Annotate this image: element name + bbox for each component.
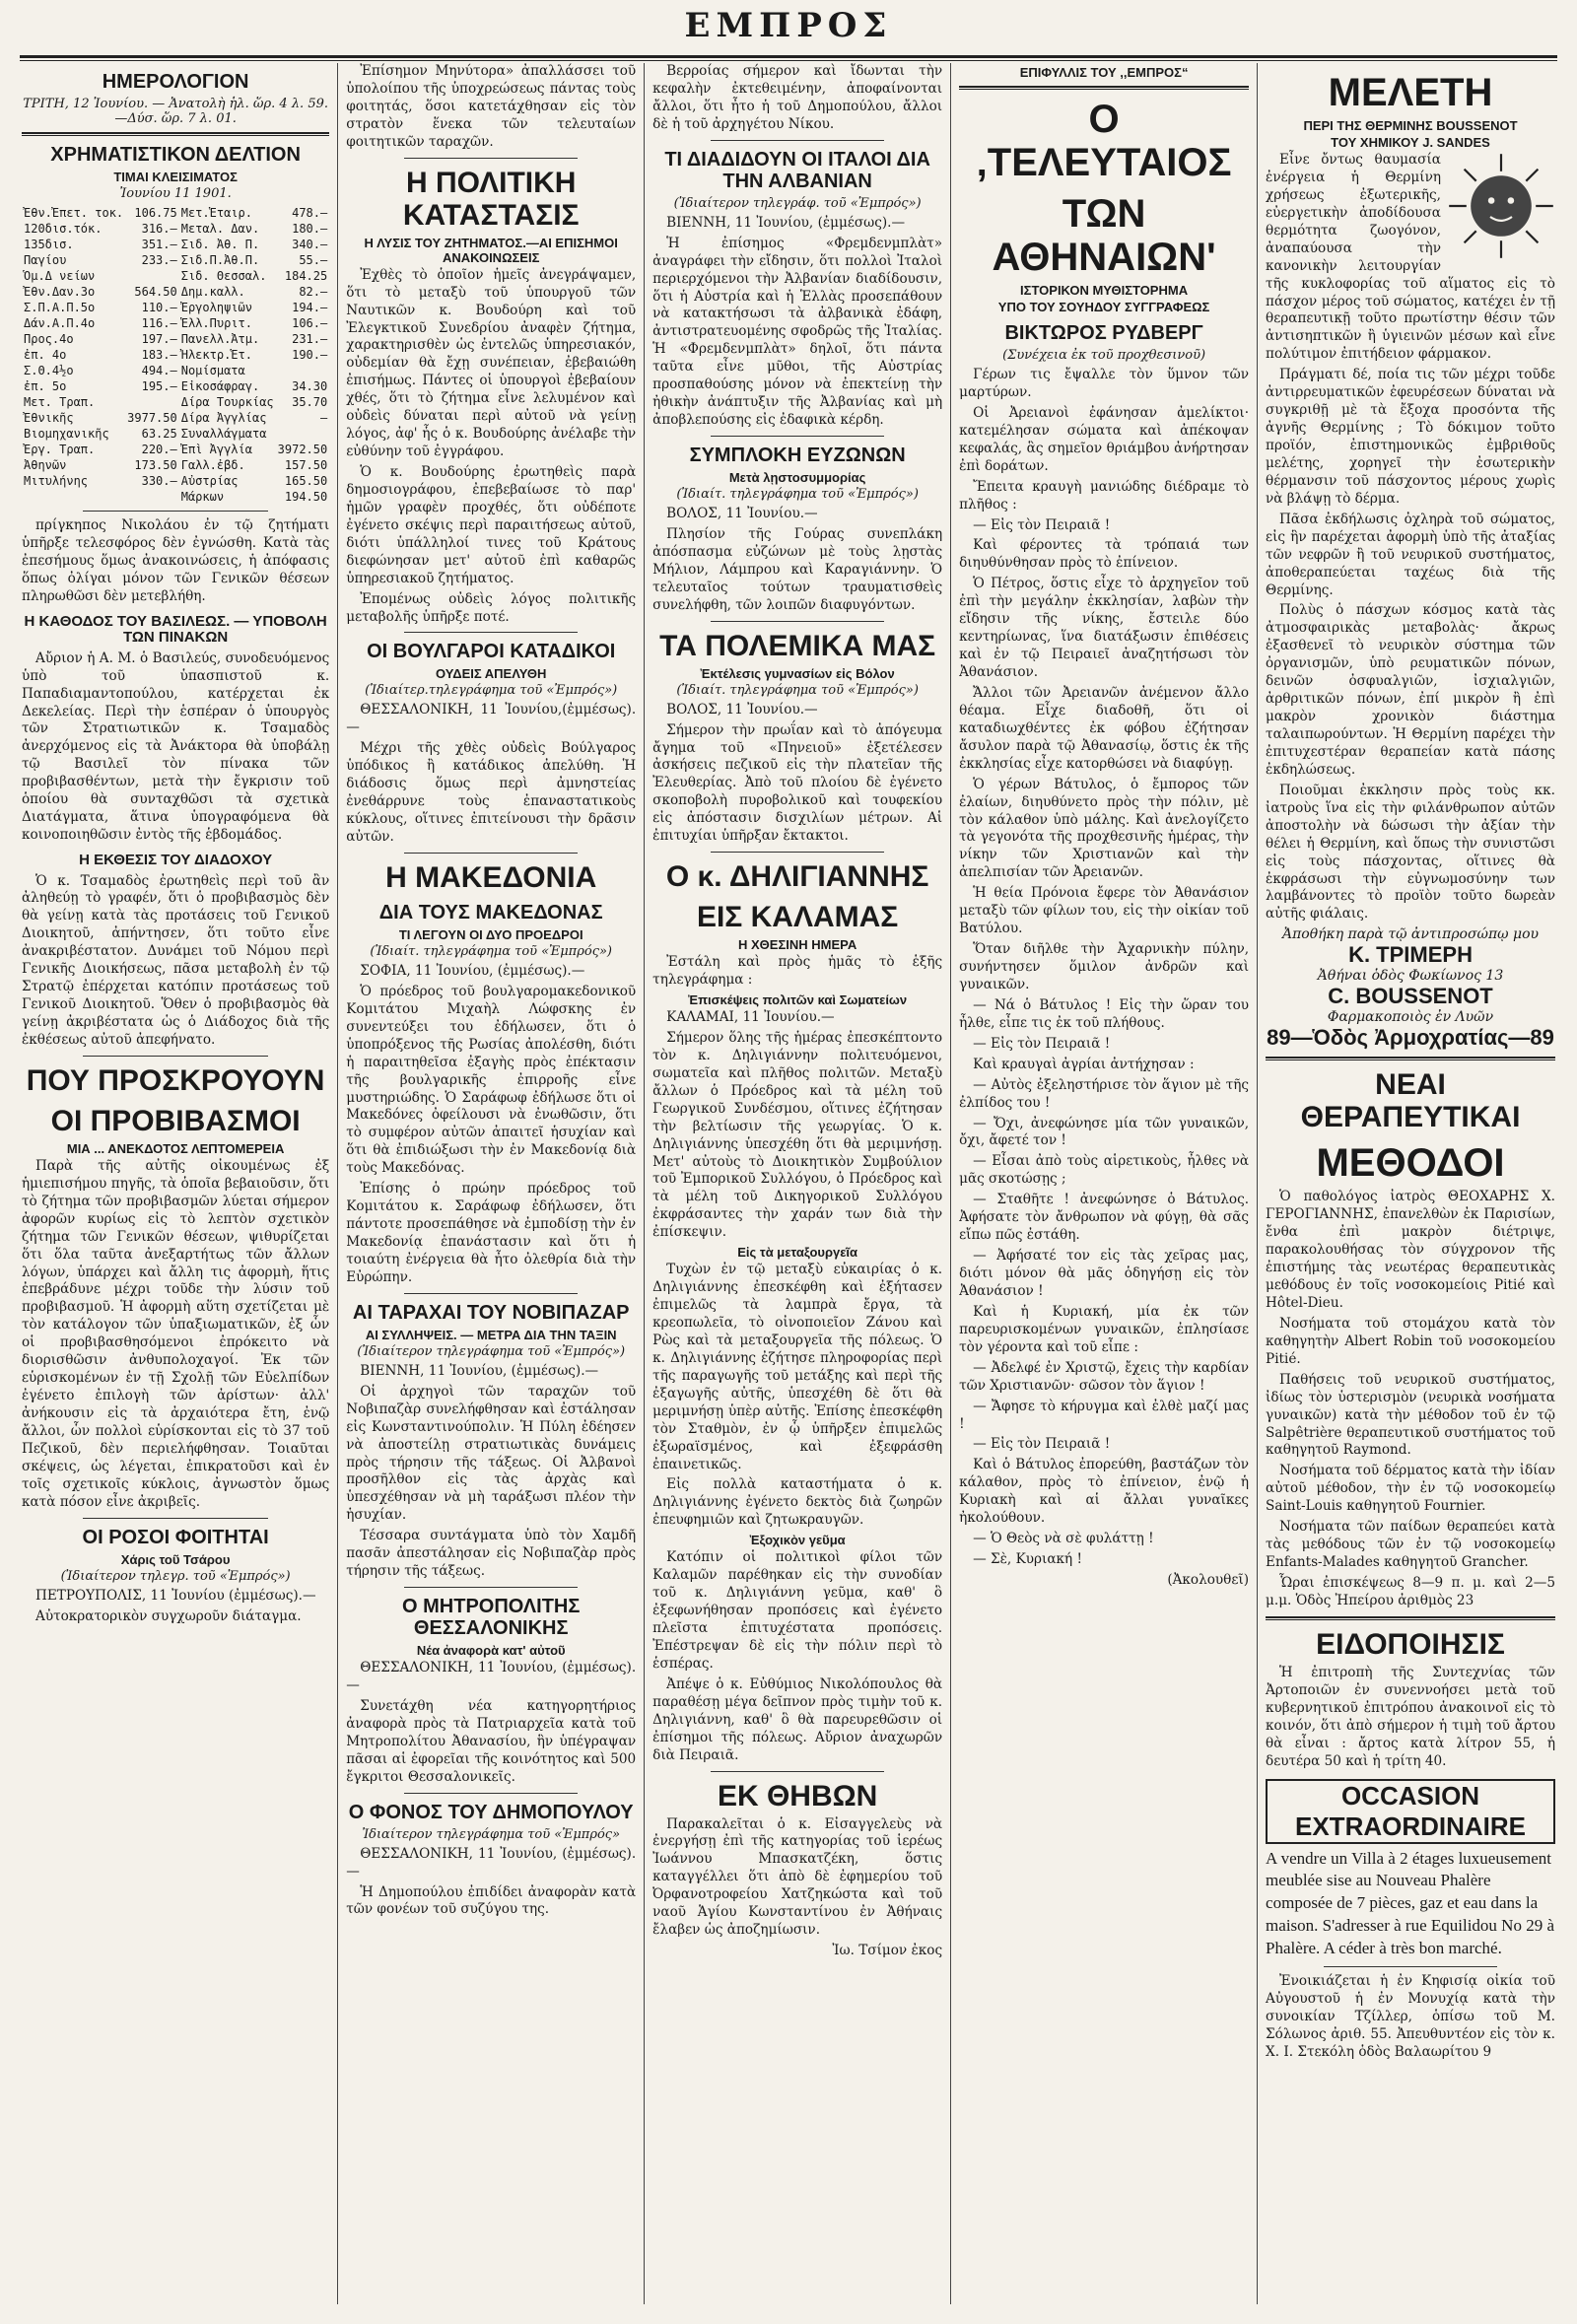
article-heading: ΣΥΜΠΛΟΚΗ ΕΥΖΩΝΩΝ [689, 444, 906, 466]
table-cell: Προς.4ο [24, 332, 74, 346]
market-table [22, 205, 329, 505]
table-cell: 82.— [299, 285, 328, 299]
column-3 [645, 63, 951, 2304]
table-cell: 478.— [292, 206, 328, 220]
table-cell: 564.50 [134, 285, 177, 299]
article-subheading: ΠΕΡΙ ΤΗΣ ΘΕΡΜΙΝΗΣ BOUSSENOT [1303, 118, 1518, 133]
article-text: Ὁ πρόεδρος τοῦ βουλγαρομακεδονικοῦ Κομιτάτου Μιχαὴλ Λώφσκης ἐν συνεντεύξει του ἐδήλωσεν, ὅτι ὁ ὑποπρόξενος τῆς Ρωσίας ἀπολέσθη, διότι ἡ παραιτηθεῖσα ἐξαγὴς πρὸς ἐπέκτασιν τῆς βουλγαρικῆς ἐπιρροῆς εἶνε μυστηριώδης. Ὁ Σαράφωφ ἐδήλωσε ὅτι οἱ Μακεδόνες ὀφείλουσι νὰ ἐνωθῶσιν, ὅτι τὸ συμφέρον αὐτῶν ἀπαιτεῖ ἡσυχίαν καὶ ὅτι θὰ ἐπιδιώξωσι τὴν ἐν Μακεδονίᾳ διὰ τοὺς Μακεδόνας. [346, 983, 637, 1177]
table-row [22, 457, 329, 473]
article-subheading: Η ΛΥΣΙΣ ΤΟΥ ΖΗΤΗΜΑΤΟΣ.—ΑΙ ΕΠΙΣΗΜΟΙ ΑΝΑΚΟΙΝΩΣΕΙΣ [364, 235, 618, 265]
table-cell: Εἰκοσάφραγ. [180, 379, 260, 393]
article-subheading: ΤΟΥ ΧΗΜΙΚΟΥ J. SANDES [1331, 135, 1490, 150]
divider [404, 632, 578, 633]
table-cell: Μάρκων [180, 490, 225, 504]
article-text: Πᾶσα ἐκδήλωσις ὀχληρὰ τοῦ σώματος, εἰς ἣν παρέχεται ἀφορμὴ ὑπὸ τῆς ἀταξίας τῶν νεφρῶν ἢ τοῦ νευρικοῦ συστήματος, ἀποθεραπεύεται ταχέως διὰ τῆς Θερμίνης. [1266, 511, 1555, 598]
table-row [22, 363, 329, 378]
feuilleton-paragraph: Καὶ φέροντες τὰ τρόπαιά των διηυθύνθησαν πρὸς τὸ ἐπίνειον. [959, 537, 1250, 572]
table-cell: ἐπ. 5ο [24, 379, 67, 393]
table-cell: Ἐθν.Ἐπετ. τοκ. [24, 206, 124, 220]
feuilleton-paragraph: Γέρων τις ἔψαλλε τὸν ὕμνον τῶν μαρτύρων. [959, 367, 1250, 400]
divider [711, 140, 884, 141]
article-text: Σήμερον ὅλης τῆς ἡμέρας ἐπεσκέπτοντο τὸν κ. Δηλιγιάννην πολιτευόμενοι, σωματεῖα καὶ πλῆθος πολιτῶν. Μεταξὺ ἄλλων ὁ Πρόεδρος καὶ τὰ μέλη τοῦ Γεωργικοῦ Συνδέσμου, οἵτινες ἐζήτησαν τὴν βελτίωσιν τῆς γεωργίας. Ὁ κ. Δηλιγιάννης ὑπεσχέθη ὅτι θὰ μεριμνήσῃ. Μετ' αὐτοὺς τὸ Διοικητικὸν Συμβούλιον τοῦ Ἐμπορικοῦ Συλλόγου, ὁ Πρόεδρος καὶ τὰ μέλη τοῦ Δικηγορικοῦ Συλλόγου ἐκφράσαντες τὴν χαράν των διὰ τὴν ἐπίσκεψιν. [652, 1029, 943, 1241]
table-cell: 3977.50 [127, 411, 177, 425]
dateline: ΘΕΣΣΑΛΟΝΙΚΗ, 11 Ἰουνίου, (ἐμμέσως).— [346, 1660, 637, 1693]
article-subheading: ΥΠΟ ΤΟΥ ΣΟΥΗΔΟΥ ΣΥΓΓΡΑΦΕΩΣ [997, 300, 1210, 314]
dateline: ΠΕΤΡΟΥΠΟΛΙΣ, 11 Ἰουνίου (ἐμμέσως).— [35, 1587, 316, 1604]
bulletin-date: Ἰουνίου 11 1901. [119, 186, 232, 201]
newspaper-title: ΕΜΠΡΟΣ [684, 6, 893, 45]
article-text: Τέσσαρα συντάγματα ὑπὸ τὸν Χαμδῆ πασᾶν ἀπεστάλησαν εἰς Νοβιπαζὰρ πρὸς τήρησιν τῆς τάξεως. [346, 1528, 637, 1580]
feuilleton-paragraph: — Ἀδελφέ ἐν Χριστῷ, ἔχεις τὴν καρδίαν τῶν Χριστιανῶν· σῶσον τὸν ἅγιον ! [959, 1359, 1250, 1394]
feuilleton-paragraph: Ἡ θεία Πρόνοια ἔφερε τὸν Ἀθανάσιον μεταξὺ τῶν φίλων του, εἰς τὴν οἰκίαν τοῦ Βατύλου. [959, 885, 1250, 937]
article-heading: Η ΚΑΘΟΔΟΣ ΤΟΥ ΒΑΣΙΛΕΩΣ. — ΥΠΟΒΟΛΗ ΤΩΝ ΠΙΝΑΚΩΝ [24, 612, 327, 647]
divider [404, 1587, 578, 1588]
article-heading: ΟΙ ΠΡΟΒΙΒΑΣΜΟΙ [50, 1104, 301, 1137]
table-cell: Συναλλάγματα [180, 427, 267, 441]
table-cell: 194.— [292, 301, 328, 314]
table-row [22, 378, 329, 394]
table-cell: Δίρα Τουρκίας [180, 395, 274, 409]
feuilleton-paragraph: Ὁ γέρων Βάτυλος, ὁ ἔμπορος τῶν ἐλαίων, διηυθύνετο πρὸς τὴν πόλιν, μὲ τὸν κάλαθον ὑπὸ μάλης. Καὶ ἀνελογίζετο τὰ γεγονότα τῆς προχθεσινῆς ἡμέρας, τὴν νίκην τῶν Χριστιανῶν καὶ τὴν ἀπελπισίαν τῶν Ἀρειανῶν. [959, 776, 1250, 881]
table-row [22, 252, 329, 268]
article-text: Τυχὼν ἐν τῷ μεταξὺ εὐκαιρίας ὁ κ. Δηλιγιάννης ἐπεσκέφθη καὶ ἐξήτασεν ἐπιμελῶς τὰ λαμπρὰ ἔργα, τὰ κρεοπωλεῖα, τὸ οἰνοποιεῖον Ζάνου καὶ Ρὼς καὶ τὰ μεταξουργεῖα τῆς πόλεως. Ὁ κ. Δηλιγιάννης ἐζήτησε πληροφορίας περὶ τῆς παραγωγῆς τοῦ μετάξης καὶ περὶ τῆς ἐξαγωγῆς αὐτῆς, ὑπεσχέθη δὲ ὅτι θὰ μεριμνήσῃ ὑπὲρ αὐτῆς. Ἐπίσης ἐπεσκέφθη τὸν Σταθμὸν, ἐν ᾧ ὑπῆρξεν ἐπιμελῶς ἐξωραϊσμένος, καὶ ἐξεφράσθη ἐπαινετικῶς. [652, 1262, 943, 1472]
article-text: Ἐστάλη καὶ πρὸς ἡμᾶς τὸ ἑξῆς τηλεγράφημα : [652, 954, 943, 989]
feuilleton-paragraph: Καὶ ἡ Κυριακή, μία ἐκ τῶν παρευρισκομένων γυναικῶν, ἐπλησίασε τὸν γέροντα καὶ τοῦ εἶπε : [959, 1303, 1250, 1355]
table-row [22, 268, 329, 284]
table-cell: Μεταλ. Δαν. [180, 222, 260, 236]
article-heading: Η ΜΑΚΕΔΟΝΙΑ [385, 860, 597, 894]
article-heading: Η ΠΟΛΙΤΙΚΗ ΚΑΤΑΣΤΑΣΙΣ [402, 166, 580, 232]
table-cell: Μετ.Ἑταιρ. [180, 206, 252, 220]
article-text: Παρὰ τῆς αὐτῆς οἰκουμένως ἐξ ἡμιεπισήμου πηγῆς, τὰ ὁποῖα βεβαιοῦσιν, ὅτι τὸ ζήτημα τῶν προβιβασμῶν λύεται σήμερον ἀφορῶν κυρίως εἰς τὸ λεπτὸν σχετικὸν ζήτημα τῶν Γενικῶν θέσεων, ψιθυρίζεται ὅτι ὅλα ταῦτα ἀνεξαρτήτως τῶν ἄλλων λόγων, ὑπάρχει καὶ ἄλλη τις ἀφορμὴ, ἥτις ἐπεβράδυνε μέχρι τοῦδε τὴν λύσιν τοῦ προβιβασμοῦ. Ἡ ἀφορμὴ αὕτη σχετίζεται μὲ τὸν κατάλογον τῶν ὑπαξιωματικῶν, ἐξ ὧν οἱ προβιβασθησόμενοι ἐπρόκειτο νὰ διορισθῶσιν ἀνθυπολοχαγοί. Ἐκ τῶν εὑρισκομένων ἐν τῇ Σχολῇ τῶν Εὐελπίδων ἐγένετο ἐπιλογὴ τῶν ἀρίστων· ἀλλ' ἀνήκουσιν εἰς τὰ ἀρχαιότερα ἔτη, ἐνῷ ἄλλοι, ὧν πολλοὶ εὑρίσκονται εἰς τὸ 37 τοῦ Πεζικοῦ, δὲν περιελήφθησαν. Τοιαῦται σκέψεις, ὡς λέγεται, ἐπικρατοῦσι καὶ ἐν τοῖς σχετικοῖς κύκλοις, ἀγνωστὸν ὅμως κατὰ πόσον εἶνε ἀκριβεῖς. [22, 1157, 330, 1510]
divider [711, 852, 884, 853]
table-cell [125, 268, 179, 284]
article-text: Μέχρι τῆς χθὲς οὐδεὶς Βούλγαρος ὑπόδικος ἢ κατάδικος ἀπελύθη. Ἡ διάδοσις ὅμως περὶ ἀμνηστείας ἐνεθάρρυνε τοὺς ἐπαναστατικοὺς κύκλους, οἵτινες ἐπιτείνουσι τὴν δρᾶσιν αὐτῶν. [346, 740, 637, 845]
article-heading: ΤΩΝ ΑΘΗΝΑΙΩΝ' [992, 192, 1216, 279]
table-row [22, 410, 329, 426]
article-text: Νοσήματα τοῦ δέρματος κατὰ τὴν ἰδίαν αὐτοῦ μέθοδον, τὴν ἐν τῷ νοσοκομείῳ Saint-Louis καθηγητοῦ Fournier. [1266, 1463, 1555, 1515]
article-subheading: Η ΧΘΕΣΙΝΗ ΗΜΕΡΑ [738, 937, 857, 953]
feuilleton-paragraph: Ὅταν διῆλθε τὴν Ἀχαρνικὴν πύλην, συνήντησεν ὅμιλον ἀνδρῶν καὶ γυναικῶν. [959, 941, 1250, 992]
article-text: Ὁ παθολόγος ἰατρὸς ΘΕΟΧΑΡΗΣ Χ. ΓΕΡΟΓΙΑΝΝΗΣ, ἐπανελθὼν ἐκ Παρισίων, ἔνθα ἐπὶ μακρὸν διέτριψε, παρακολουθήσας τὸν σύγχρονον τῆς ἐπιστήμης τὰς νεωτέρας θεραπευτικὰς μεθόδους ἐν τοῖς νοσοκομείοις Pitié καὶ Hôtel-Dieu. [1266, 1189, 1555, 1311]
article-text: Παρακαλεῖται ὁ κ. Εἰσαγγελεὺς νὰ ἐνεργήσῃ ἐπὶ τῆς κατηγορίας τοῦ ἱερέως Ἰωάννου Μπασκατζέκη, ὅστις καταγγέλλει ὅτι ἀπὸ δὲ ἐφημερίου τοῦ Ὀρφανοτροφείου Χατζηκώστα καὶ τοῦ ναοῦ Ἁγίου Κωνσταντίνου ἐν Ἀθήναις ἔλαβεν ὡς ἀποζημίωσιν. [652, 1815, 943, 1939]
article-text: Εἰς πολλὰ καταστήματα ὁ κ. Δηλιγιάννης ἐγένετο δεκτὸς διὰ ζωηρῶν ἐπευφημιῶν καὶ ζητωκραυγῶν. [652, 1476, 943, 1529]
ad-address: Ἀθήναι ὁδὸς Φωκίωνος 13 [1317, 968, 1504, 985]
article-heading: ΜΕΛΕΤΗ [1328, 71, 1493, 114]
telegram-tag: (Ἰδιαίτερον τηλεγράφημα τοῦ «Ἐμπρός») [357, 1343, 626, 1359]
masthead-rule [20, 55, 1557, 61]
table-cell: 220.— [141, 443, 177, 456]
divider [959, 86, 1249, 90]
table-cell: Σιδ. Θεσσαλ. [180, 269, 267, 283]
article-heading: Ο κ. ΔΗΛΙΓΙΑΝΝΗΣ [665, 860, 929, 894]
table-cell: 3972.50 [277, 443, 328, 456]
table-cell [22, 489, 125, 505]
table-cell: Ἐργοληψιῶν [180, 301, 252, 314]
table-cell: 195.— [141, 379, 177, 393]
column-5 [1258, 63, 1563, 2304]
table-cell: Παγίου [24, 253, 67, 267]
table-cell: 351.— [141, 238, 177, 251]
ad-address: Ἀποθήκη παρὰ τῷ ἀντιπροσώπῳ μου [1281, 926, 1540, 943]
table-cell: 35.70 [292, 395, 328, 409]
bulletin-subheading: ΤΙΜΑΙ ΚΛΕΙΣΙΜΑΤΟΣ [113, 170, 238, 184]
feuilleton-paragraph: — Ἄφησε τὸ κήρυγμα καὶ ἐλθὲ μαζί μας ! [959, 1398, 1250, 1432]
table-row [22, 237, 329, 252]
dateline: ΚΑΛΑΜΑΙ, 11 Ἰουνίου.— [666, 1009, 835, 1025]
article-heading: ΕΙΔΟΠΟΙΗΣΙΣ [1316, 1627, 1505, 1661]
table-cell: 116.— [141, 316, 177, 330]
table-row [22, 284, 329, 300]
feuilleton-paragraph: — Σταθῆτε ! ἀνεφώνησε ὁ Βάτυλος. Ἀφήσατε τὸν ἄνθρωπον νὰ φύγῃ, θὰ σᾶς εἴπω πῶς ἐστάθη. [959, 1192, 1250, 1244]
divider [404, 853, 578, 854]
article-subheading: ΜΙΑ ... ΑΝΕΚΔΟΤΟΣ ΛΕΠΤΟΜΕΡΕΙΑ [66, 1140, 285, 1156]
table-cell: 340.— [292, 238, 328, 251]
table-row [22, 315, 329, 331]
dateline: ΘΕΣΣΑΛΟΝΙΚΗ, 11 Ἰουνίου, (ἐμμέσως).— [346, 1845, 637, 1880]
feuilleton-paragraph: — Εἰς τὸν Πειραιᾶ ! [973, 1436, 1111, 1453]
table-cell: 106.75 [134, 206, 177, 220]
feuilleton-paragraph: Ὁ Πέτρος, ὅστις εἶχε τὸ ἀρχηγεῖον τοῦ ἐπὶ τὴν μεγάλην ἐκκλησίαν, λαβὼν τὴν εἴδησιν τῆς νίκης, ἔστειλε δύο κεντηρίωνας, ἵνα διατάξωσιν ἐπιθέσεις καὶ ἐν τῷ Πειραιεῖ ἀναζητήσωσι τὸν Ἀθανάσιον. [959, 576, 1250, 680]
table-cell: 165.50 [284, 474, 328, 488]
article-text: Ἡ Δημοπούλου ἐπιδίδει ἀναφορὰν κατὰ τῶν φονέων τοῦ συζύγου της. [346, 1883, 637, 1918]
article-text: Σήμερον τὴν πρωΐαν καὶ τὸ ἀπόγευμα ἄγημα τοῦ «Πηνειοῦ» ἐξετέλεσεν ἀσκήσεις πεζικοῦ εἰς τὴν πλατεῖαν τῆς Ἐλευθερίας. Ἀπὸ τοῦ πλοίου δὲ ἐγένετο σκοποβολὴ πυροβολικοῦ καὶ τουφεκίου εἰς ἀπόστασιν δισχιλίων μέτρων. Αἱ ἐπιτυχίαι ὑπῆρξαν ἔκτακτοι. [652, 721, 943, 845]
dateline: ΒΟΛΟΣ, 11 Ἰουνίου.— [666, 506, 818, 521]
feuilleton-paragraph: — Ὄχι, ἀνεφώνησε μία τῶν γυναικῶν, ὄχι, ἄφετέ τον ! [959, 1115, 1250, 1149]
column-2 [338, 63, 645, 2304]
divider [404, 1293, 578, 1294]
dateline: ΣΟΦΙΑ, 11 Ἰουνίου, (ἐμμέσως).— [360, 962, 585, 979]
table-cell: 330.— [141, 474, 177, 488]
author-name: ΒΙΚΤΩΡΟΣ ΡΥΔΒΕΡΓ [1004, 322, 1203, 344]
divider [711, 436, 884, 437]
table-row [22, 205, 329, 221]
article-heading: Ο ,ΤΕΛΕΥΤΑΙΟΣ [976, 98, 1232, 184]
divider [404, 158, 578, 159]
article-text: Νοσήματα τοῦ στομάχου κατὰ τὸν καθηγητὴν Albert Robin τοῦ νοσοκομείου Pitié. [1266, 1315, 1555, 1367]
article-text: Αὐτοκρατορικὸν συγχωροῦν διάταγμα. [35, 1607, 302, 1624]
dateline: ΒΙΕΝΝΗ, 11 Ἰουνίου, (ἐμμέσως).— [666, 214, 906, 231]
table-row [22, 489, 329, 505]
article-text: Συνετάχθη νέα κατηγορητήριος ἀναφορὰ πρὸς τὰ Πατριαρχεῖα κατὰ τοῦ Μητροπολίτου Ἀθανασίου, ἣν ὑπέγραψαν πᾶσαι αἱ ἐφορεῖαι τῆς κοινότητος καὶ 500 ἔγκριτοι Θεσσαλονικεῖς. [346, 1697, 637, 1785]
article-text: Ποιοῦμαι ἐκκλησιν πρὸς τοὺς κκ. ἰατροὺς ἵνα εἰς τὴν φιλάνθρωπον αὐτῶν ἀποστολὴν νὰ δώσωσι τὴν ἀξίαν τὴν θέλει ἡ Θερμίνη, καὶ ὅπως τὴν συνιστῶσι εἰς τοὺς πάσχοντας, οἵτινες θὰ ἐκφράσωσι τὴν εὐγνωμοσύνην των λαμβάνοντες τὸ προϊὸν τοῦτο δωρεὰν αὐτῆς φιάλαις. [1266, 782, 1555, 923]
table-cell: Πανελλ.Ἀτμ. [180, 332, 260, 346]
table-cell: 63.25 [141, 427, 177, 441]
article-text: Βερροίας σήμερον καὶ ἴδωνται τὴν κεφαλὴν ἐκτεθειμένην, ἀποφαίνονται ἄλλοι, ὅτι ἦτο ἡ τοῦ Δημοπούλου, ἄλλοι δὲ ἡ τοῦ ἀρχηγέτου Νίκου. [652, 63, 943, 132]
article-heading: Ο ΜΗΤΡΟΠΟΛΙΤΗΣ ΘΕΣΣΑΛΟΝΙΚΗΣ [402, 1596, 581, 1640]
table-cell: 106.— [292, 316, 328, 330]
continuation-note: (Συνέχεια ἐκ τοῦ προχθεσινοῦ) [1002, 348, 1206, 363]
article-heading: ΠΟΥ ΠΡΟΣΚΡΟΥΟΥΝ [26, 1063, 325, 1097]
ad-brand-subtitle: Φαρμακοποιὸς ἐν Λυῶν [1327, 1009, 1494, 1026]
telegram-tag: Ἰδιαίτερον τηλεγράφημα τοῦ «Ἐμπρός» [362, 1826, 621, 1842]
table-cell: 184.25 [284, 269, 328, 283]
divider [1324, 1966, 1497, 1967]
table-cell: Δημ.καλλ. [180, 285, 245, 299]
table-cell: — [320, 411, 328, 425]
article-subheading: ΟΥΔΕΙΣ ΑΠΕΛΥΘΗ [435, 666, 547, 682]
telegram-tag: (Ἰδιαίτερ.τηλεγράφημα τοῦ «Ἐμπρός») [365, 683, 618, 699]
article-subheading: Ἐπισκέψεις πολιτῶν καὶ Σωματείων [688, 992, 908, 1007]
table-cell: 316.— [141, 222, 177, 236]
feuilleton-paragraph: — Εἰς τὸν Πειραιᾶ ! [973, 1035, 1111, 1052]
feuilleton-paragraph: — Ἀφήσατέ τον εἰς τὰς χεῖρας μας, διότι μόνον θὰ μᾶς ὁδηγήσῃ εἰς τὸν Ἀθανάσιον ! [959, 1248, 1250, 1299]
table-cell: 190.— [292, 348, 328, 362]
table-cell: 120δισ.τόκ. [24, 222, 103, 236]
article-heading: ΔΙΑ ΤΟΥΣ ΜΑΚΕΔΟΝΑΣ [378, 901, 603, 923]
feuilleton-paragraph: — Ὁ Θεὸς νὰ σὲ φυλάττῃ ! [973, 1531, 1154, 1547]
article-subheading: Μετὰ λῃστοσυμμορίας [728, 470, 866, 485]
calendar-text: ΤΡΙΤΗ, 12 Ἰουνίου. — Ἀνατολὴ ἡλ. ὥρ. 4 λ. 59.—Δύσ. ὥρ. 7 λ. 01. [23, 97, 328, 126]
feuilleton-paragraph: Καὶ ὁ Βάτυλος ἐπορεύθη, βαστάζων τὸν κάλαθον, πρὸς τὸ ἐπίνειον, ἐνῷ ἡ Κυριακὴ καὶ αἱ ἄλλαι γυναῖκες ἠκολούθουν. [959, 1457, 1250, 1527]
table-cell: 55.— [299, 253, 328, 267]
feuilleton-paragraph: Ἄλλοι τῶν Ἀρειανῶν ἀνέμενον ἄλλο θέαμα. Εἶχε διαδοθῆ, ὅτι οἱ καταδιωχθέντες ἐκ φόβου ἐζήτησαν ἄσυλον παρὰ τῷ Ἀθανασίῳ, ὅστις ἐκ τῆς ἐκκλησίας εἶχε κατορθώσει νὰ διαφύγῃ. [959, 684, 1250, 772]
article-subheading: ΑΙ ΣΥΛΛΗΨΕΙΣ. — ΜΕΤΡΑ ΔΙΑ ΤΗΝ ΤΑΞΙΝ [365, 1327, 617, 1342]
table-cell: Μετ. Τραπ. [24, 395, 96, 409]
ad-text: A vendre un Villa à 2 étages luxueusement meublée sise au Nouveau Phalère composée de 7 pièces, gaz et eau dans la maison. S'adresser à rue Equilidou No 29 à Phalère. A céder à très bon marché. [1266, 1848, 1554, 1958]
table-cell: Ἐπὶ Ἀγγλία [180, 443, 252, 456]
article-text: Ὧραι ἐπισκέψεως 8—9 π. μ. καὶ 2—5 μ.μ. Ὁδὸς Ἠπείρου ἀριθμὸς 23 [1266, 1575, 1555, 1608]
article-text: Νοσήματα τῶν παίδων θεραπεύει κατὰ τὰς μεθόδους τῶν ἐν τῷ νοσοκομείῳ Enfants-Malades καθηγητοῦ Grancher. [1266, 1519, 1555, 1571]
table-cell: Γαλλ.ἐβδ. [180, 458, 245, 472]
table-cell: Ἀθηνῶν [24, 458, 67, 472]
article-text: Αὔριον ἡ Α. Μ. ὁ Βασιλεύς, συνοδευόμενος ὑπὸ τοῦ ὑπασπιστοῦ κ. Παπαδιαμαντοπούλου, κατέρχεται ἐκ Δεκελείας. Περὶ τὴν ἑσπέραν ὁ ὑπουργὸς τῶν Στρατιωτικῶν κ. Τσαμαδὸς ἀνερχόμενος εἰς τὰ Ἀνάκτορα θὰ ὑποβάλῃ τῷ Βασιλεῖ τὸν πίνακα τῶν προβιβασθέντων, μετὰ τὴν ἔγκρισιν τοῦ ὁποίου θὰ συνταχθῶσι τὰ σχετικὰ Διατάγματα, ἅτινα ὑπογραφόμενα θὰ κοινοποιηθῶσιν ἐντὸς τῆς ἑβδομάδος. [22, 649, 330, 844]
table-cell: Δάν.Α.Π.4ο [24, 316, 96, 330]
ad-brand: C. BOUSSENOT [1328, 984, 1493, 1009]
divider [22, 132, 329, 136]
article-subheading: Εἰς τὰ μεταξουργεῖα [737, 1245, 858, 1261]
article-heading: ΜΕΘΟΔΟΙ [1316, 1141, 1505, 1186]
table-cell: Σιδ. Ἀθ. Π. [180, 238, 260, 251]
table-cell: 183.— [141, 348, 177, 362]
table-cell: Ἐθνικῆς [24, 411, 74, 425]
table-cell: 110.— [141, 301, 177, 314]
divider [83, 1518, 267, 1519]
table-cell: 197.— [141, 332, 177, 346]
table-cell: Μιτυλήνης [24, 474, 89, 488]
divider [1266, 1616, 1555, 1620]
article-text: Οἱ ἀρχηγοὶ τῶν ταραχῶν τοῦ Νοβιπαζὰρ συνελήφθησαν καὶ ἐστάλησαν εἰς Κωνσταντινούπολιν. Ἡ Πύλη ἐδέησεν νὰ ἀποστείλῃ στρατιωτικὰς δυνάμεις πρὸς τήρησιν τῆς τάξεως. Οἱ Ἀλβανοὶ προσῆλθον εἰς τὰς ἀρχὰς καὶ ὑπεσχέθησαν νὰ μὴ ταράξωσι πλέον τὴν ἡσυχίαν. [346, 1383, 637, 1524]
table-cell: Ὁμ.Δ νείων [24, 269, 96, 283]
columns [14, 63, 1563, 2304]
table-row [22, 331, 329, 347]
article-subheading: ΙΣΤΟΡΙΚΟΝ ΜΥΘΙΣΤΟΡΗΜΑ [1020, 283, 1189, 298]
table-cell: 34.30 [292, 379, 328, 393]
feuilleton-label: ΕΠΙΦΥΛΛΙΣ ΤΟΥ ,,ΕΜΠΡΟΣ“ [1019, 65, 1189, 80]
article-heading: ΤΙ ΔΙΑΔΙΔΟΥΝ ΟΙ ΙΤΑΛΟΙ ΔΙΑ ΤΗΝ ΑΛΒΑΝΙΑΝ [664, 148, 930, 192]
article-heading: ΑΙ ΤΑΡΑΧΑΙ ΤΟΥ ΝΟΒΙΠΑΖΑΡ [352, 1301, 630, 1324]
article-text: Ὁ κ. Βουδούρης ἐρωτηθεὶς παρὰ δημοσιογράφου, ἐπεβεβαίωσε τὸ παρ' ἡμῶν γραφὲν προχθές, ὅτι οὐδέποτε ἐγένετο σκέψις περὶ παραιτήσεως αὐτοῦ, διότι ὑπάλληλοί τινες τοῦ Κράτους διεφώνησαν μετ' αὐτοῦ ἐπὶ καθαρῶς ὑπηρεσιακοῦ ζητήματος. [346, 464, 637, 586]
ad-heading: OCCASION EXTRAORDINAIRE [1266, 1779, 1555, 1844]
table-cell: 233.— [141, 253, 177, 267]
table-cell: Σ.Π.Α.Π.5ο [24, 301, 96, 314]
ad-street: 89—Ὁδὸς Ἀρμοχρατίας—89 [1267, 1025, 1554, 1051]
table-cell: Ἐργ. Τραπ. [24, 443, 96, 456]
divider [1266, 1057, 1555, 1060]
table-row [22, 300, 329, 315]
table-row [22, 347, 329, 363]
table-cell: 231.— [292, 332, 328, 346]
table-cell: 194.50 [284, 490, 328, 504]
article-text: Παθήσεις τοῦ νευρικοῦ συστήματος, ἰδίως τὸν ὑστερισμὸν (νευρικὰ νοσήματα γυναικῶν) κατὰ τὴν μέθοδον τοῦ ἐν τῷ Salpêtrière θεραπευτικοῦ συστήματος τοῦ καθηγητοῦ Raymond. [1266, 1371, 1555, 1459]
column-4 [951, 63, 1258, 2304]
table-row [22, 442, 329, 457]
dateline: ΒΙΕΝΝΗ, 11 Ἰουνίου, (ἐμμέσως).— [360, 1362, 599, 1379]
table-cell: Σ.Θ.4½ο [24, 364, 74, 377]
article-text: Πολὺς ὁ πάσχων κόσμος κατὰ τὰς ἀτμοσφαιρικὰς μεταβολὰς· ἄκρως ἐξασθενεῖ τὸ νευρικὸν σύστημα τῶν ὀργανισμῶν, ὑπὸ ρευματικῶν πόνων, δεινῶν ὀσφυαλγιῶν, ἰσχιαλγιῶν, ἀρθριτικῶν πόνων, ἐπί μικρὸν ἢ ἐπὶ μακρὸν χρονικὸν διάστημα ταλαιπωρούντων. Ἡ Θερμίνη παρέχει τὴν ἐπιτυχεστέραν θεραπείαν κατὰ πάσης ἐκδηλώσεως. [1266, 602, 1555, 778]
telegram-tag: (Ἰδιαίτ. τηλεγράφημα τοῦ «Ἐμπρός») [676, 682, 919, 698]
table-cell: 494.— [141, 364, 177, 377]
article-heading: Ο ΦΟΝΟΣ ΤΟΥ ΔΗΜΟΠΟΥΛΟΥ [348, 1801, 634, 1823]
feuilleton-paragraph: — Νά ὁ Βάτυλος ! Εἰς τὴν ὥραν του ἦλθε, εἶπε τις ἐκ τοῦ πλήθους. [959, 996, 1250, 1031]
table-cell: 135δισ. [24, 238, 74, 251]
table-cell [125, 489, 179, 505]
article-text: Ἐπίσημον Μηνύτορα» ἀπαλλάσσει τοῦ ὑπολοίπου τῆς ὑποχρεώσεως πάντας τοὺς φοιτητάς, ὅσοι κατετάχθησαν εἰς τὸν στρατὸν ἕνεκα τῶν τελευταίων φοιτητικῶν ταραχῶν. [346, 63, 637, 150]
telegram-tag: (Ἰδιαίτερον τηλεγρ. τοῦ «Ἐμπρός») [60, 1568, 291, 1584]
article-text: Ἡ ἐπίσημος «Φρεμδενμπλὰτ» ἀναγράφει τὴν εἴδησιν, ὅτι πολλοὶ Ἰταλοὶ περιερχόμενοι τὴν Ἀλβανίαν διαδίδουσιν, ὅτι ἡ Αὐστρία καὶ ἡ Ἑλλὰς προσεπάθουν νὰ κατακτήσωσι τὰ ἀλβανικὰ ἐδάφη, ἀντιστρατευομένης σφοδρῶς τῆς Ἰταλίας. Ἡ «Φρεμδενμπλὰτ» δηλοῖ, ὅτι πάντα ταῦτα εἶνε μῦθοι, τῆς Αὐστρίας προσπαθούσης μόνον νὰ ἐπεκτείνῃ τὴν ἠθικὴν ἀνάπτυξιν τῆς Ἀλβανίας καὶ μὴ ἀποβλεπούσης εἰς ἐδαφικὰ κέρδη. [652, 235, 943, 429]
article-text: Πράγματι δέ, ποία τις τῶν μέχρι τοῦδε ἀντιρρευματικῶν ἐφευρέσεων δύναται νὰ συγκριθῇ μὲ τὰ ἔξοχα προσόντα τῆς ἀγνῆς Θερμίνης ; Τὸ δόκιμον τοῦτο προϊόν, ἐπιστημονικῶς ἐμβριθοῦς μελέτης, χορηγεῖ τὴν ἐσωτερικὴν θέρμανσιν τοῦ πάσχοντος μέρους χωρὶς νὰ βλάψῃ τὸ δέρμα. [1266, 367, 1555, 507]
table-cell: Νομίσματα [180, 364, 245, 377]
divider [711, 1771, 884, 1772]
feuilleton-paragraph: Ἔπειτα κραυγὴ μανιώδης διέδραμε τὸ πλῆθος : [959, 478, 1250, 513]
table-cell: 157.50 [284, 458, 328, 472]
divider [404, 1793, 578, 1794]
article-subheading: ΤΙ ΛΕΓΟΥΝ ΟΙ ΔΥΟ ΠΡΟΕΔΡΟΙ [398, 926, 583, 942]
article-heading: Η ΕΚΘΕΣΙΣ ΤΟΥ ΔΙΑΔΟΧΟΥ [79, 852, 273, 868]
feuilleton-paragraph: — Σὲ, Κυριακή ! [973, 1551, 1082, 1568]
table-row [22, 221, 329, 237]
table-row [22, 394, 329, 410]
article-heading: ΤΑ ΠΟΛΕΜΙΚΑ ΜΑΣ [659, 629, 936, 662]
table-cell: Δίρα Ἀγγλίας [180, 411, 267, 425]
divider [711, 621, 884, 622]
table-row [22, 426, 329, 442]
table-cell: 180.— [292, 222, 328, 236]
telegram-tag: (Ἰδιαίτ. τηλεγράφημα τοῦ «Ἐμπρός») [676, 487, 919, 502]
feuilleton-paragraph: — Αὐτὸς ἐξεληστήρισε τὸν ἅγιον μὲ τῆς ἐλπίδος του ! [959, 1076, 1250, 1111]
table-cell [276, 363, 330, 378]
article-text: Ἡ ἐπιτροπὴ τῆς Συντεχνίας τῶν Ἀρτοποιῶν ἐν συνεννοήσει μετὰ τοῦ κυβερνητικοῦ ἐπιτρόπου ἀνακοινοῖ εἰς τὸ κοινόν, ὅτι ἀπὸ σήμερον ἡ τιμὴ τοῦ ἄρτου θὰ εἶναι : ἄρτος κατὰ λίτρον 55, ἡ δευτέρα 50 καὶ ἡ τρίτη 40. [1266, 1664, 1555, 1769]
article-text: Πλησίον τῆς Γούρας συνεπλάκη ἀπόσπασμα εὐζώνων μὲ τοὺς λῃστὰς Μήλιον, Λάμπρου καὶ Καραγιάννην. Ὁ τελευταῖος τούτων τραυματισθεὶς συνελήφθη, τῶν λοιπῶν διαφυγόντων. [652, 525, 943, 613]
article-heading: ΟΙ ΡΟΣΟΙ ΦΟΙΤΗΤΑΙ [82, 1526, 269, 1548]
article-text: Ἐνοικιάζεται ἡ ἐν Κηφισίᾳ οἰκία τοῦ Αὐγουστοῦ ἡ ἐν Μονυχίᾳ κατὰ τὴν συνοικίαν Τζίλλερ, ὁπίσω τοῦ Μ. Σόλωνος ἀριθ. 55. Ἀπευθυντέον εἰς τὸν κ. Χ. Ι. Στεκόλη ὁδὸς Βαλαωρίτου 9 [1266, 1973, 1555, 2060]
article-heading: ΟΙ ΒΟΥΛΓΑΡΟΙ ΚΑΤΑΔΙΚΟΙ [367, 641, 616, 663]
table-cell: ἐπ. 4ο [24, 348, 67, 362]
divider [83, 511, 267, 512]
signature: Ἰω. Τσίμον ἐκος [832, 1943, 943, 1959]
table-cell: Σιδ.Π.Ἀθ.Π. [180, 253, 260, 267]
article-heading: ΕΙΣ ΚΑΛΑΜΑΣ [696, 901, 899, 934]
table-cell: Αὐστρίας [180, 474, 239, 488]
feuilleton-paragraph: Καὶ κραυγαὶ ἀγρίαι ἀντήχησαν : [973, 1056, 1195, 1072]
article-heading: ΕΚ ΘΗΒΩΝ [717, 1779, 878, 1812]
column-1 [14, 63, 338, 2304]
article-subheading: Ἐκτέλεσις γυμνασίων εἰς Βόλον [700, 665, 895, 681]
calendar-heading: ΗΜΕΡΟΛΟΓΙΟΝ [102, 71, 249, 93]
article-text: πρίγκηπος Νικολάου ἐν τῷ ζητήματι ὑπῆρξε τελεσφόρος δὲν ἐγνώσθη. Κατὰ τὰς ἐπεσήμους ὅμως ἀνακοινώσεις, ἡ ἀπόφασις ὅπως ὀλίγαι μόνον τῶν Γενικῶν θέσεων πληρωθῶσι δὲν μετεβλήθη. [22, 517, 330, 604]
table-cell [276, 426, 330, 442]
article-heading: ΝΕΑΙ ΘΕΡΑΠΕΥΤΙΚΑΙ [1300, 1068, 1521, 1134]
article-text: Ἐπίσης ὁ πρώην πρόεδρος τοῦ Κομιτάτου κ. Σαράφωφ ἐδήλωσεν, ὅτι πάντοτε προσεπάθησε νὰ ἐμποδίσῃ τὴν ἐν Μακεδονίᾳ ἐπανάστασιν καὶ ὅτι ἡ τοιαύτη ἐνέργεια θὰ ἦτο ὀλεθρία διὰ τὴν Εὐρώπην. [346, 1181, 637, 1285]
article-subheading: Χάρις τοῦ Τσάρου [120, 1551, 231, 1567]
dateline: ΘΕΣΣΑΛΟΝΙΚΗ, 11 Ἰουνίου,(ἐμμέσως).— [346, 702, 637, 736]
article-text: Εἶνε ὄντως θαυμασία ἐνέργεια ἡ Θερμίνη χρήσεως ἐξωτερικῆς, εὐεργετικὴν ἀποδίδουσα θερμότητα ζωογόνον, ἀναπαύουσα τὴν κανονικὴν λειτουργίαν τῆς κυκλοφορίας τοῦ αἵματος εἰς τὸ πάσχον μέρος τοῦ σώματος, κατέχει ἐν τῇ θεραπευτικῇ τοῦτο πρωτίστην θέσιν τῶν ἀντισηπτικῶν ἢ ὑγιεινῶν μέσων καὶ εἶνε πολύτιμον ἐπιτήδειον φάρμακον. [1266, 152, 1555, 363]
ad-agent-name: Κ. ΤΡΙΜΕΡΗ [1348, 942, 1473, 968]
table-cell: Βιομηχανικῆς [24, 427, 109, 441]
feuilleton-paragraph: — Εἰς τὸν Πειραιᾶ ! [973, 516, 1111, 533]
article-text: Ἀπέψε ὁ κ. Εὐθύμιος Νικολόπουλος θὰ παραθέσῃ μέγα δεῖπνον πρὸς τιμὴν τοῦ κ. Δηλιγιάννη, καθ' ὃ θὰ παρευρεθῶσιν οἱ ἐπίσημοι τῆς πόλεως. Αὔριον ἀναχωρῶν διὰ Πειραιᾶ. [652, 1675, 943, 1763]
bulletin-heading: ΧΡΗΜΑΤΙΣΤΙΚΟΝ ΔΕΛΤΙΟΝ [50, 144, 301, 166]
table-cell [125, 394, 179, 410]
divider [83, 1056, 267, 1057]
table-cell: Ἐθν.Δαν.3ο [24, 285, 96, 299]
article-subheading: Ἐξοχικὸν γεῦμα [749, 1533, 846, 1548]
telegram-tag: (Ἰδιαίτερον τηλεγράφ. τοῦ «Ἐμπρός») [673, 195, 922, 211]
article-text: Ἐχθὲς τὸ ὁποῖον ἡμεῖς ἀνεγράψαμεν, ὅτι τὸ μεταξὺ τοῦ ὑπουργοῦ τῶν Ναυτικῶν κ. Βουδούρη καὶ τοῦ Ἐλεγκτικοῦ Συνεδρίου ἀναφὲν ζήτημα, χαρακτηρισθὲν ὡς ἐντελῶς ὑπηρεσιακόν, οὐδεμίαν θὰ ἔχῃ συνέπειαν, ἐβεβαιώθη ἐπισήμως. Πάντες οἱ ὑπουργοὶ ἐβεβαίουν χθές, ὅτι τὸ ζήτημα εἶνε λελυμένον καὶ οὐδεὶς δύναται περὶ αὐτοῦ νὰ γείνῃ λόγος, ἀφ' ἧς ὁ κ. Βουδούρης ἀνέλαβε τὴν εὐθύνην τοῦ ἐγγράφου. [346, 266, 637, 460]
dateline: ΒΟΛΟΣ, 11 Ἰουνίου.— [666, 701, 818, 718]
feuilleton-paragraph: Οἱ Ἀρειανοὶ ἐφάνησαν ἀμελίκτοι· κατεμέλησαν σώματα καὶ ἀπέκοψαν κεφαλάς, ἃς σημεῖον θριάμβου ἀνήρτησαν ἐπὶ δοράτων. [959, 404, 1250, 474]
article-text: Κατόπιν οἱ πολιτικοὶ φίλοι τῶν Καλαμῶν παρέθηκαν εἰς τὴν συνοδίαν τοῦ κ. Δηλιγιάννη γεῦμα, καθ' ὃ ἐξεφωνήθησαν προπόσεις καὶ ἐγένετο πλεῖστα ἐπιτυχέστατα προπόσεις. Ἐπέστρεψαν δὲ εἰς τὴν πόλιν περὶ τὸ ἑσπέρας. [652, 1549, 943, 1672]
article-subheading: Νέα ἀναφορὰ κατ' αὐτοῦ [416, 1643, 566, 1659]
table-cell: Ἑλλ.Πυριτ. [180, 316, 252, 330]
feuilleton-body [959, 367, 1249, 1569]
table-cell: Ἠλεκτρ.Ἑτ. [180, 348, 252, 362]
table-cell: 173.50 [134, 458, 177, 472]
telegram-tag: (Ἰδιαίτ. τηλεγράφημα τοῦ «Ἐμπρός») [370, 943, 612, 959]
to-be-continued: (Ἀκολουθεῖ) [1167, 1572, 1250, 1588]
article-text: Ὁ κ. Τσαμαδὸς ἐρωτηθεὶς περὶ τοῦ ἂν ἀληθεύῃ τὸ γραφέν, ὅτι ὁ προβιβασμὸς δὲν θὰ γείνῃ κατὰ τὰς προτάσεις τοῦ Γενικοῦ Διοικητοῦ, ἀπήντησεν, ὅτι τοῦτο εἶνε ἀνακριβέστατον. Δυνάμει τοῦ Νόμου περὶ Γενικῆς Διοικήσεως, πᾶσα μεταβολὴ ἐν τῷ Στρατῷ ἐπέρχεται κατόπιν προτάσεως τοῦ Γενικοῦ Διοικητοῦ. Ὅθεν ὁ προβιβασμὸς θὰ γείνῃ ἀκριβέστατα ὡς ὁ Διάδοχος διὰ τῆς ἐκθέσεως αὐτοῦ ἀπεφήνατο. [22, 872, 330, 1048]
masthead [0, 6, 1577, 61]
table-row [22, 473, 329, 489]
article-text: Ἐπομένως οὐδεὶς λόγος πολιτικῆς μεταβολῆς ὑπῆρξε ποτέ. [346, 590, 637, 625]
feuilleton-paragraph: — Εἶσαι ἀπὸ τοὺς αἱρετικοὺς, ἦλθες νὰ μᾶς σκοτώσῃς ; [959, 1153, 1250, 1188]
sun-icon [1447, 152, 1555, 260]
